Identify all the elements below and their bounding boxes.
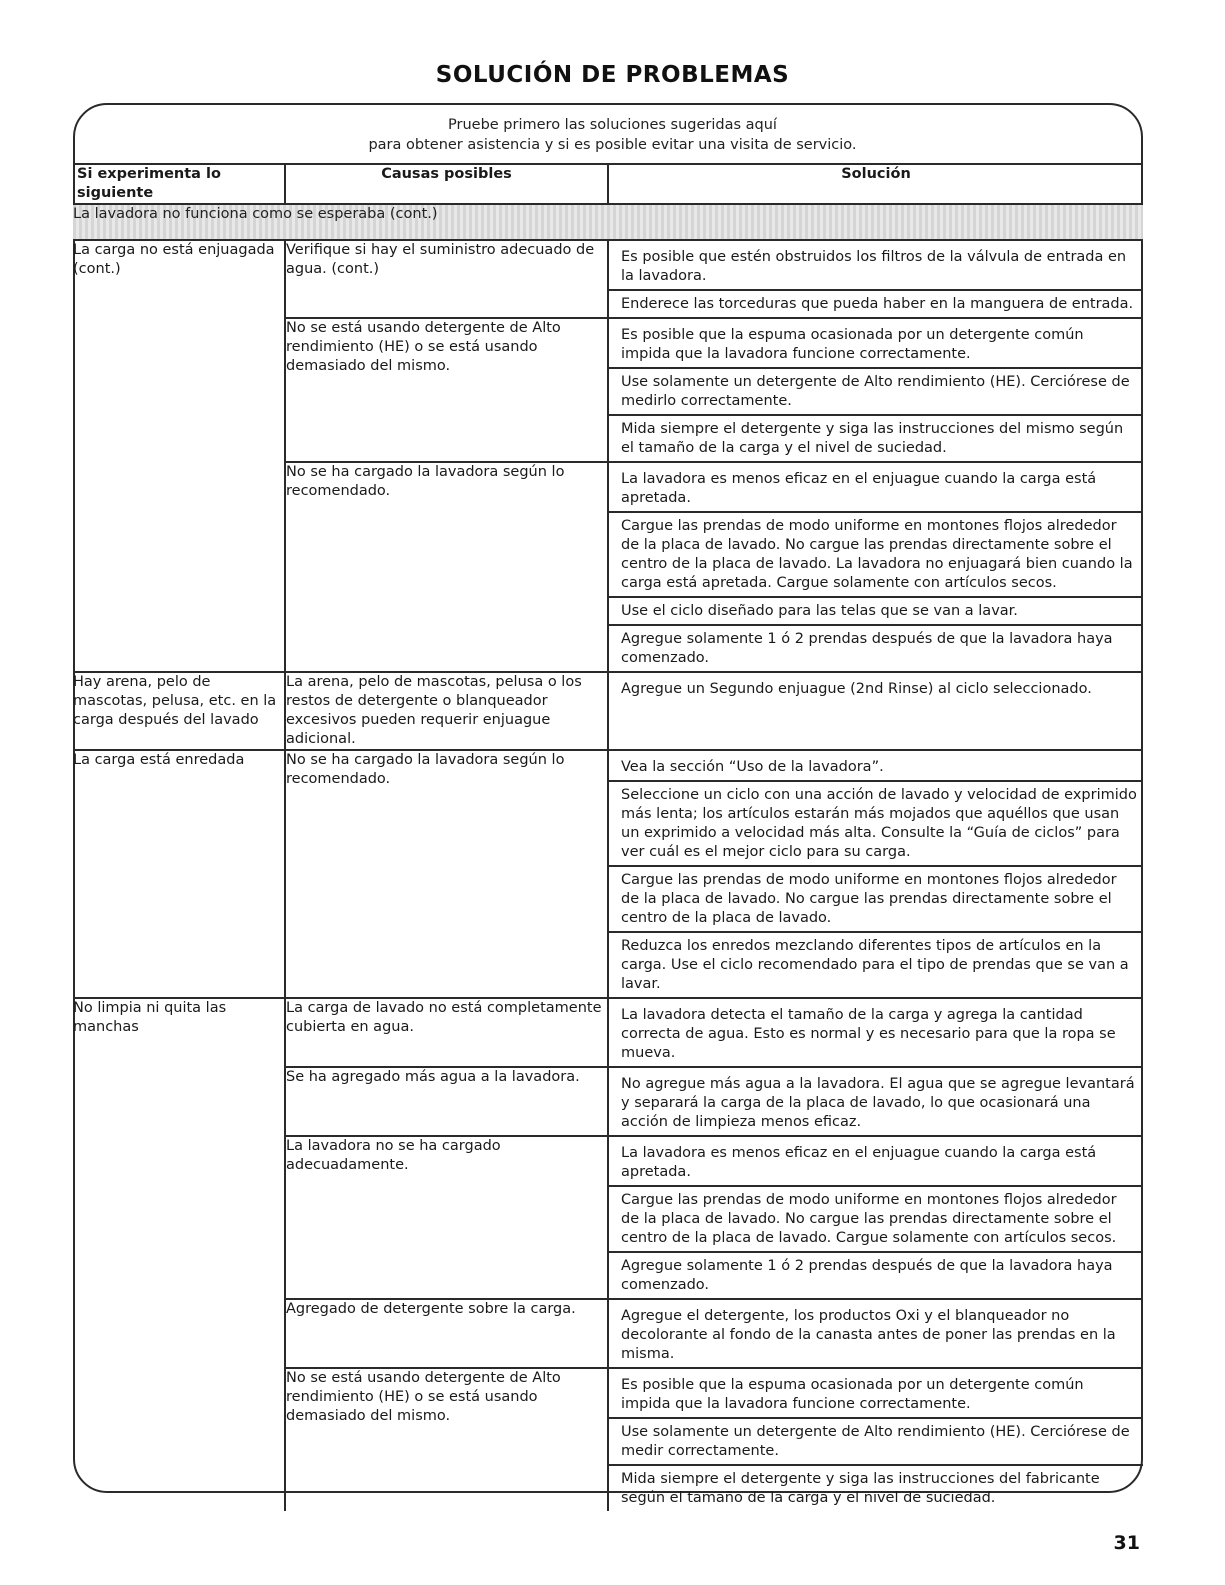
intro-line-2: para obtener asistencia y si es posible evitar una visita de servicio.	[368, 137, 857, 153]
header-symptom: Si experimenta lo siguiente	[73, 164, 285, 204]
solution-item: La lavadora detecta el tamaño de la carga y agrega la cantidad correcta de agua. Esto es normal y es necesario para que la ropa se mueva.	[621, 1007, 1116, 1061]
symptom-cell: La carga está enredada	[73, 750, 285, 998]
troubleshooting-table	[73, 163, 1143, 1511]
solution-cell	[608, 672, 1143, 750]
cause-cell: No se está usando detergente de Alto rendimiento (HE) o se está usando demasiado del mismo.	[285, 318, 608, 462]
solution-cell	[608, 318, 1143, 462]
intro-text	[0, 115, 1225, 155]
solution-cell	[608, 1136, 1143, 1299]
solution-cell	[608, 750, 1143, 998]
solution-item: Cargue las prendas de modo uniforme en montones flojos alrededor de la placa de lavado. No cargue las prendas directamente sobre el centro de la placa de lavado. Cargue solamente con artículos secos.	[609, 1187, 1143, 1253]
cause-cell: Se ha agregado más agua a la lavadora.	[285, 1067, 608, 1136]
solution-item: Cargue las prendas de modo uniforme en montones flojos alrededor de la placa de lavado. No cargue las prendas directamente sobre el centro de la placa de lavado. La lavadora no enjuagará bien cuando la carga está apretada. Cargue solamente con artículos secos.	[609, 513, 1143, 598]
solution-item: Agregue solamente 1 ó 2 prendas después de que la lavadora haya comenzado.	[621, 1258, 1113, 1293]
cause-cell: La arena, pelo de mascotas, pelusa o los restos de detergente o blanqueador excesivos pueden requerir enjuague adicional.	[285, 672, 608, 750]
symptom-cell: La carga no está enjuagada (cont.)	[73, 240, 285, 672]
cause-cell: No se está usando detergente de Alto rendimiento (HE) o se está usando demasiado del mismo.	[285, 1368, 608, 1511]
symptom-cell: No limpia ni quita las manchas	[73, 998, 285, 1511]
cause-cell: La carga de lavado no está completamente cubierta en agua.	[285, 998, 608, 1067]
section-title: La lavadora no funciona como se esperaba (cont.)	[73, 204, 1143, 240]
table-row	[73, 750, 1143, 998]
solution-item: Cargue las prendas de modo uniforme en montones flojos alrededor de la placa de lavado. No cargue las prendas directamente sobre el centro de la placa de lavado.	[609, 867, 1143, 933]
solution-cell	[608, 462, 1143, 672]
page-number: 31	[1113, 1532, 1140, 1554]
solution-item: Agregue el detergente, los productos Oxi y el blanqueador no decolorante al fondo de la canasta antes de poner las prendas en la misma.	[621, 1308, 1116, 1362]
table-row	[73, 240, 1143, 318]
solution-item: Es posible que la espuma ocasionada por un detergente común impida que la lavadora funcione correctamente.	[609, 319, 1143, 369]
cause-cell: Verifique si hay el suministro adecuado de agua. (cont.)	[285, 240, 608, 318]
header-causes: Causas posibles	[285, 164, 608, 204]
solution-item: Mida siempre el detergente y siga las instrucciones del mismo según el tamaño de la carga y el nivel de suciedad.	[621, 421, 1124, 456]
solution-item: Use solamente un detergente de Alto rendimiento (HE). Cerciórese de medirlo correctamente.	[609, 369, 1143, 416]
solution-cell	[608, 1067, 1143, 1136]
intro-line-1: Pruebe primero las soluciones sugeridas aquí	[448, 117, 777, 133]
solution-item: Es posible que la espuma ocasionada por un detergente común impida que la lavadora funcione correctamente.	[609, 1369, 1143, 1419]
solution-item: La lavadora es menos eficaz en el enjuague cuando la carga está apretada.	[609, 463, 1143, 513]
solution-item: Mida siempre el detergente y siga las instrucciones del fabricante según el tamaño de la carga y el nivel de suciedad.	[621, 1471, 1100, 1506]
table-body	[73, 204, 1143, 1511]
solution-item: Use el ciclo diseñado para las telas que se van a lavar.	[609, 598, 1143, 626]
header-solution: Solución	[608, 164, 1143, 204]
solution-cell	[608, 1299, 1143, 1368]
solution-item: Agregue un Segundo enjuague (2nd Rinse) al ciclo seleccionado.	[621, 681, 1092, 697]
solution-cell	[608, 998, 1143, 1067]
solution-cell	[608, 240, 1143, 318]
symptom-cell: Hay arena, pelo de mascotas, pelusa, etc. en la carga después del lavado	[73, 672, 285, 750]
table-row	[73, 998, 1143, 1067]
table-header-row	[73, 164, 1143, 204]
solution-item: No agregue más agua a la lavadora. El agua que se agregue levantará y separará la carga de la placa de lavado, lo que ocasionará una acción de limpieza menos eficaz.	[621, 1076, 1135, 1130]
cause-cell: No se ha cargado la lavadora según lo recomendado.	[285, 462, 608, 672]
cause-cell: Agregado de detergente sobre la carga.	[285, 1299, 608, 1368]
solution-item: Seleccione un ciclo con una acción de lavado y velocidad de exprimido más lenta; los artículos estarán más mojados que aquéllos que usan un exprimido a velocidad más alta. Consulte la “Guía de ciclos” para ver cuál es el mejor ciclo para su carga.	[609, 782, 1143, 867]
solution-item: Agregue solamente 1 ó 2 prendas después de que la lavadora haya comenzado.	[621, 631, 1113, 666]
table-row	[73, 672, 1143, 750]
cause-cell: No se ha cargado la lavadora según lo recomendado.	[285, 750, 608, 998]
solution-item: Vea la sección “Uso de la lavadora”.	[609, 751, 1143, 782]
solution-item: La lavadora es menos eficaz en el enjuague cuando la carga está apretada.	[609, 1137, 1143, 1187]
solution-cell	[608, 1368, 1143, 1511]
solution-item: Use solamente un detergente de Alto rendimiento (HE). Cerciórese de medir correctamente.	[609, 1419, 1143, 1466]
solution-item: Es posible que estén obstruidos los filtros de la válvula de entrada en la lavadora.	[609, 241, 1143, 291]
section-row	[73, 204, 1143, 240]
solution-item: Reduzca los enredos mezclando diferentes tipos de artículos en la carga. Use el ciclo recomendado para el tipo de prendas que se van a lavar.	[621, 938, 1129, 992]
solution-item: Enderece las torceduras que pueda haber en la manguera de entrada.	[621, 296, 1134, 312]
page-title: SOLUCIÓN DE PROBLEMAS	[435, 62, 790, 88]
cause-cell: La lavadora no se ha cargado adecuadamente.	[285, 1136, 608, 1299]
